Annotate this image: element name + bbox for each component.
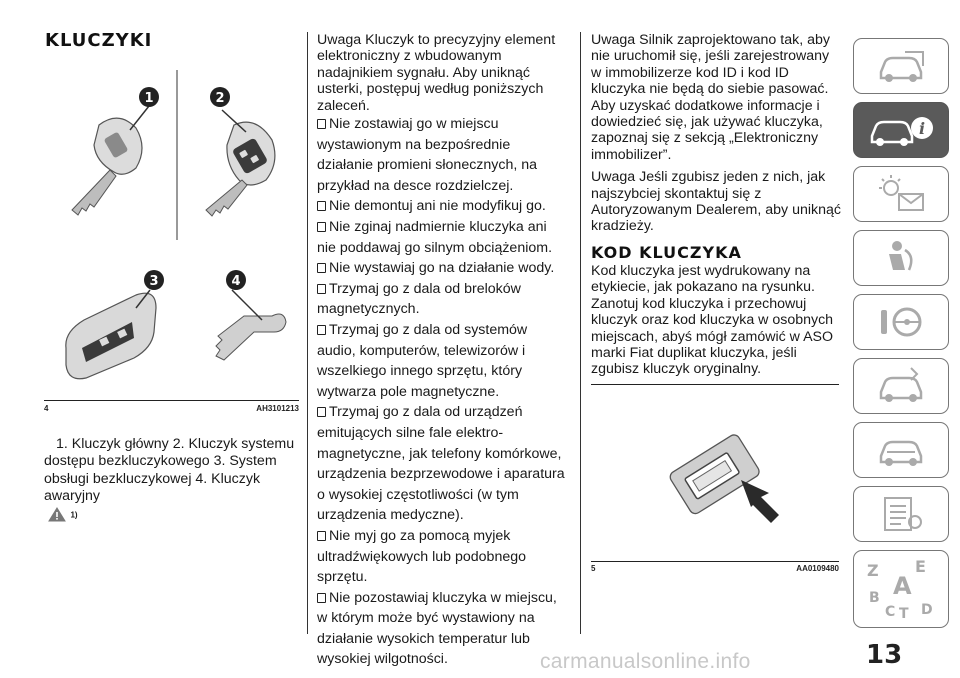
arrow-pointer-icon <box>741 480 779 523</box>
bullet-icon <box>317 119 326 129</box>
column-divider-1 <box>307 32 308 634</box>
precaution-item: Trzymaj go z dala od urządzeń emitujących silne fale elektro-magnetyczne, jak telefony komórkowe, urządzenia bezprzewodowe i aparatura o wysokiej częstotliwości (w tym urządzenia medyczne). <box>317 404 565 524</box>
precaution-item: Trzymaj go z dala od systemów audio, komputerów, telewizorów i wszelkiego innego sprzętu, który wytwarza pole magnetyczne. <box>317 321 528 400</box>
figure-code: AH3101213 <box>256 404 299 413</box>
warning-ref-number: 1) <box>70 510 78 520</box>
precautions-list <box>317 114 569 670</box>
svg-text:i: i <box>918 119 926 138</box>
figure-number-5: 5 <box>591 564 596 573</box>
figure-caption: 1. Kluczyk główny 2. Kluczyk systemu dostępu bezkluczykowego 3. System obsługi bezkluczykowej 4. Kluczyk awaryjny <box>44 436 295 504</box>
keyless-key-icon <box>206 122 275 216</box>
svg-text:Z: Z <box>867 561 879 580</box>
svg-text:4: 4 <box>231 274 241 289</box>
svg-text:T: T <box>899 606 909 622</box>
figure-label <box>44 404 299 413</box>
warning-lights-icon <box>871 172 931 216</box>
smart-fob-icon <box>66 293 156 379</box>
index-letters-icon <box>861 554 941 624</box>
key-code-title: KOD KLUCZYKA <box>591 242 742 262</box>
bullet-icon <box>317 263 326 273</box>
svg-text:A: A <box>893 572 912 600</box>
svg-text:C: C <box>885 604 896 620</box>
right-column <box>591 32 841 378</box>
watermark: carmanualsonline.info <box>540 650 751 673</box>
warning-triangle-icon <box>48 507 66 522</box>
main-key-icon <box>72 118 142 215</box>
immobilizer-note: Uwaga Silnik zaprojektowano tak, aby nie uruchomił się, jeśli zarejestrowany w immobilizerze kod ID i kod ID kluczyka nie będą do siebie pasować. Aby uzyskać dodatkowe informacje i dowiedzieć się, jak używać kluczyka, zapoznaj się z sekcją „Elektroniczny immobilizer”. <box>591 32 830 163</box>
figure-code-5: AA0109480 <box>796 564 839 573</box>
bullet-icon <box>317 325 326 335</box>
car-info-icon <box>866 110 936 150</box>
car-info-tab[interactable] <box>853 102 949 158</box>
precaution-item: Nie zostawiaj go w miejscu wystawionym na bezpośrednie działanie promieni słonecznych, na przykład na desce rozdzielczej. <box>317 116 538 194</box>
bullet-icon <box>317 531 326 541</box>
bullet-icon <box>317 407 326 417</box>
warning-reference <box>48 506 78 522</box>
svg-text:3: 3 <box>149 274 159 289</box>
svg-text:1: 1 <box>144 91 154 106</box>
technical-data-tab[interactable] <box>853 486 949 542</box>
maintenance-car-icon <box>871 428 931 472</box>
figure-label-5 <box>591 564 839 573</box>
starting-driving-tab[interactable] <box>853 294 949 350</box>
emergency-key-icon <box>216 314 286 360</box>
bullet-icon <box>317 201 326 211</box>
precaution-item: Nie demontuj ani nie modyfikuj go. <box>317 196 569 217</box>
svg-text:2: 2 <box>215 91 225 106</box>
maintenance-tab[interactable] <box>853 422 949 478</box>
key-tag-icon <box>668 433 761 516</box>
car-dashboard-tab[interactable] <box>853 38 949 94</box>
bullet-icon <box>317 593 326 603</box>
precaution-item: Trzymaj go z dala od breloków magnetycznych. <box>317 280 521 318</box>
keys-illustration <box>44 70 299 400</box>
middle-column <box>317 32 569 670</box>
index-tab[interactable] <box>853 550 949 628</box>
figure-number: 4 <box>44 404 49 413</box>
svg-text:D: D <box>921 602 933 618</box>
svg-text:B: B <box>869 590 880 606</box>
lost-key-note: Uwaga Jeśli zgubisz jeden z nich, jak najszybciej skontaktuj się z Autoryzowanym Dealerem, aby uniknąć kradzieży. <box>591 169 841 235</box>
safety-tab[interactable] <box>853 230 949 286</box>
svg-text:E: E <box>915 557 926 576</box>
emergency-tab[interactable] <box>853 358 949 414</box>
precaution-item: Nie pozostawiaj kluczyka w miejscu, w którym może być wystawiony na działanie wysokich temperatur lub wysokiej wilgotności. <box>317 589 557 668</box>
precaution-item: Nie wystawiaj go na działanie wody. <box>317 258 569 279</box>
key-code-figure <box>591 384 839 562</box>
precaution-item: Nie myj go za pomocą myjek ultradźwiękowych lub podobnego sprzętu. <box>317 527 527 586</box>
column-divider-2 <box>580 32 581 634</box>
safety-seat-icon <box>871 236 931 280</box>
bullet-icon <box>317 284 326 294</box>
section-title: KLUCZYKI <box>45 30 153 51</box>
steering-wheel-icon <box>871 300 931 344</box>
keys-figure <box>44 70 299 401</box>
intro-note: Uwaga Kluczyk to precyzyjny element elektroniczny z wbudowanym nadajnikiem sygnału. Aby uniknąć usterki, postępuj według poniższych zaleceń. <box>317 32 556 114</box>
key-label-illustration <box>591 385 839 561</box>
bullet-icon <box>317 222 326 232</box>
emergency-car-icon <box>871 364 931 408</box>
key-code-body: Kod kluczyka jest wydrukowany na etykiecie, jak pokazano na rysunku. Zanotuj kod kluczyka i przechowuj kluczyk oraz kod kluczyka w osobnych miejscach, abyś mógł zamówić w ASO marki Fiat duplikat kluczyka, jeśli zgubisz kluczyk oryginalny. <box>591 262 834 378</box>
page-number: 13 <box>866 640 903 670</box>
precaution-item: Nie zginaj nadmiernie kluczyka ani nie poddawaj go silnym obciążeniom. <box>317 219 553 256</box>
warning-lights-tab[interactable] <box>853 166 949 222</box>
car-dashboard-icon <box>871 46 931 86</box>
technical-data-icon <box>871 492 931 536</box>
